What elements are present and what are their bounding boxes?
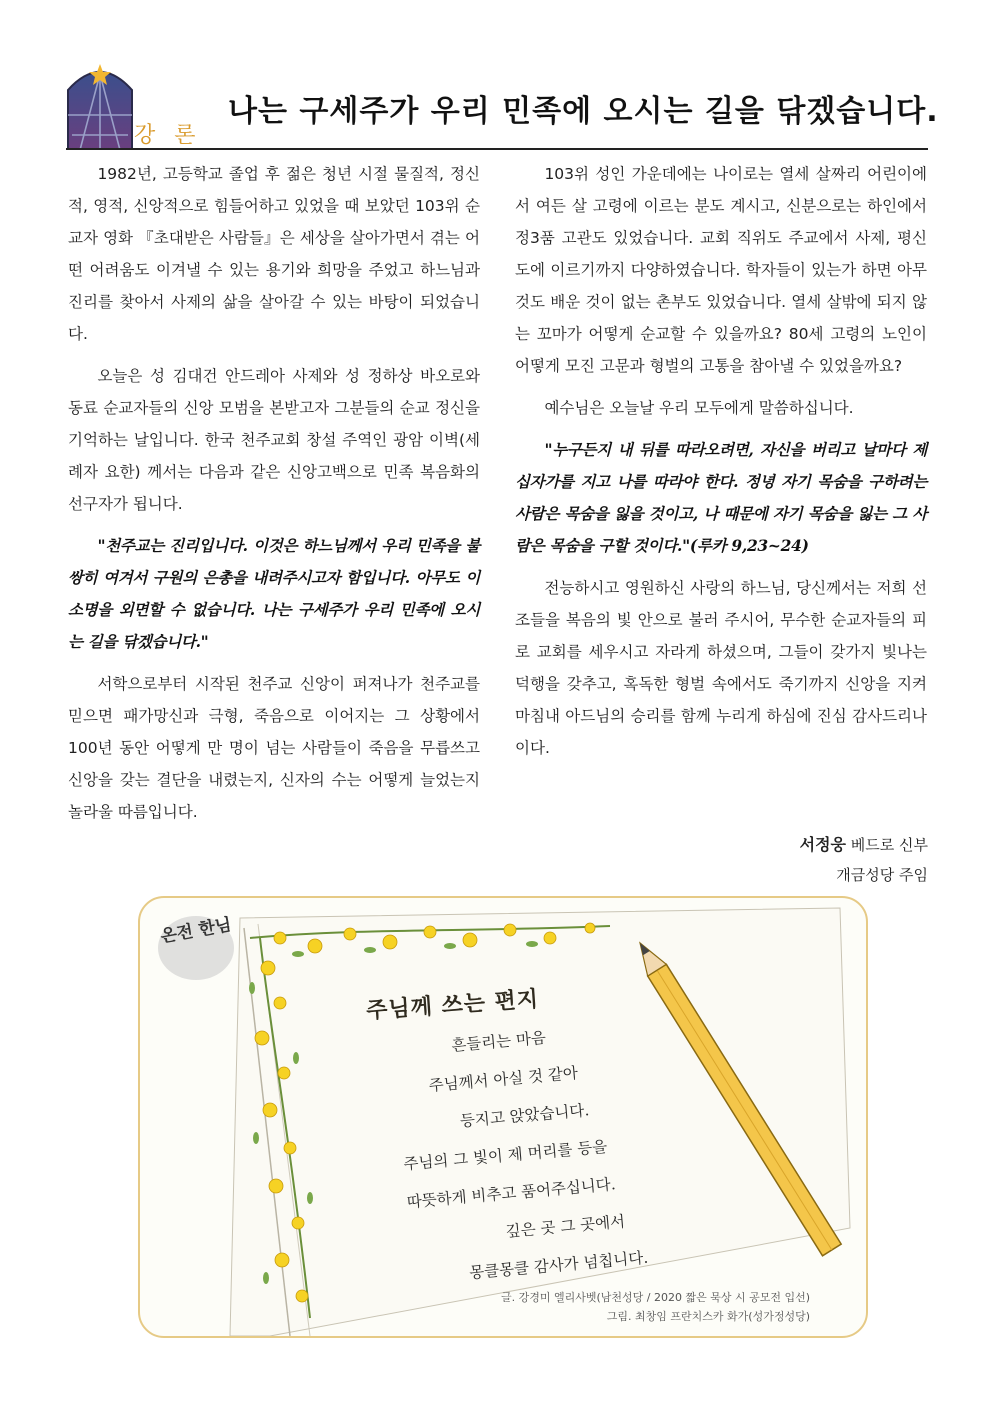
left-column xyxy=(68,158,480,828)
poem-line: 등지고 앉았습니다. xyxy=(459,1101,590,1131)
poem-line: 주님의 그 빛이 제 머리를 등을 xyxy=(402,1137,608,1174)
paragraph: 서학으로부터 시작된 천주교 신앙이 퍼져나가 천주교를 믿으면 패가망신과 극형, 죽음으로 이어지는 그 상황에서 100년 동안 어떻게 만 명이 넘는 사람들이 죽음을 무릅쓰고 신앙을 갖는 결단을 내렸는지, 신자의 수는 어떻게 늘었는지 놀라울 따름입니다. xyxy=(68,675,480,821)
quote-paragraph: "천주교는 진리입니다. 이것은 하느님께서 우리 민족을 불쌍히 여겨서 구원의 은총을 내려주시고자 함입니다. 아무도 이 소명을 외면할 수 없습니다. 나는 구세주가 우리 민족에 오시는 길을 닦겠습니다." xyxy=(68,536,480,651)
poem-line: 몽클몽클 감사가 넘칩니다. xyxy=(468,1248,649,1283)
paragraph: 103위 성인 가운데에는 나이로는 열세 살짜리 어린이에서 여든 살 고령에 이르는 분도 계시고, 신분으로는 하인에서 정3품 고관도 있었습니다. 교회 직위도 주교에서 사제, 평신도에 이르기까지 다양하였습니다. 학자들이 있는가 하면 아무것도 배운 것이 없는 촌부도 있었습니다. 열세 살밖에 되지 않는 꼬마가 어떻게 순교할 수 있을까요? 80세 고령의 노인이 어떻게 모진 고문과 형벌의 고통을 참아낼 수 있었을까요? xyxy=(515,165,927,375)
poem-body xyxy=(392,1002,754,1297)
author-parish: 개금성당 주임 xyxy=(836,866,928,884)
stained-glass-logo-icon xyxy=(66,60,134,150)
author-role: 베드로 신부 xyxy=(850,836,928,854)
page-title: 나는 구세주가 우리 민족에 오시는 길을 닦겠습니다. xyxy=(228,94,939,129)
paragraph: 오늘은 성 김대건 안드레아 사제와 성 정하상 바오로와 동료 순교자들의 신앙 모범을 본받고자 그분들의 순교 정신을 기억하는 날입니다. 한국 천주교회 창설 주역인 광암 이벽(세례자 요한) 께서는 다음과 같은 신앙고백으로 민족 복음화의 선구자가 됩니다. xyxy=(68,367,480,513)
right-column xyxy=(515,158,927,764)
quote-paragraph: "누구든지 내 뒤를 따라오려면, 자신을 버리고 날마다 제 십자가를 지고 나를 따라야 한다. 정녕 자기 목숨을 구하려는 사람은 목숨을 잃을 것이고, 나 때문에 자기 목숨을 잃는 그 사람은 목숨을 구할 것이다."(루카 9,23~24) xyxy=(515,440,927,555)
paragraph: 전능하시고 영원하신 사랑의 하느님, 당신께서는 저희 선조들을 복음의 빛 안으로 불러 주시어, 무수한 순교자들의 피로 교회를 세우시고 자라게 하셨으며, 그들이 갖가지 빛나는 덕행을 갖추고, 혹독한 형벌 속에서도 죽기까지 신앙을 지켜 마침내 아드님의 승리를 함께 누리게 하심에 진심 감사드리나이다. xyxy=(515,579,927,757)
credits xyxy=(501,1288,810,1326)
signature xyxy=(800,830,928,890)
poem-card xyxy=(138,896,868,1338)
poem-line: 따뜻하게 비추고 품어주십니다. xyxy=(406,1175,617,1212)
badge-text: 온전 한님 xyxy=(158,914,233,948)
section-tag: 강 론 xyxy=(134,123,202,148)
poem-title: 주님께 쓰는 편지 xyxy=(365,985,540,1025)
paragraph: 예수님은 오늘날 우리 모두에게 말씀하십니다. xyxy=(544,399,854,417)
author-name: 서정웅 xyxy=(799,835,846,854)
poem-line: 깊은 곳 그 곳에서 xyxy=(505,1212,626,1241)
paragraph: 1982년, 고등학교 졸업 후 젊은 청년 시절 물질적, 정신적, 영적, 신앙적으로 힘들어하고 있었을 때 보았던 103위 순교자 영화 『초대받은 사람들』은 세상을 살아가면서 겪는 어떤 어려움도 이겨낼 수 있는 용기와 희망을 주었고 하느님과 진리를 찾아서 사제의 삶을 살아갈 수 있는 바탕이 되었습니다. xyxy=(68,165,480,343)
header-divider xyxy=(66,148,928,150)
credit-art: 그림. 최창임 프란치스카 화가(성가정성당) xyxy=(606,1310,810,1323)
poem-line: 주님께서 아실 것 같아 xyxy=(428,1063,579,1095)
credit-text: 글. 강경미 엘리사벳(남천성당 / 2020 짧은 묵상 시 공모전 입선) xyxy=(500,1291,810,1304)
poem-line: 흔들리는 마음 xyxy=(450,1028,547,1055)
